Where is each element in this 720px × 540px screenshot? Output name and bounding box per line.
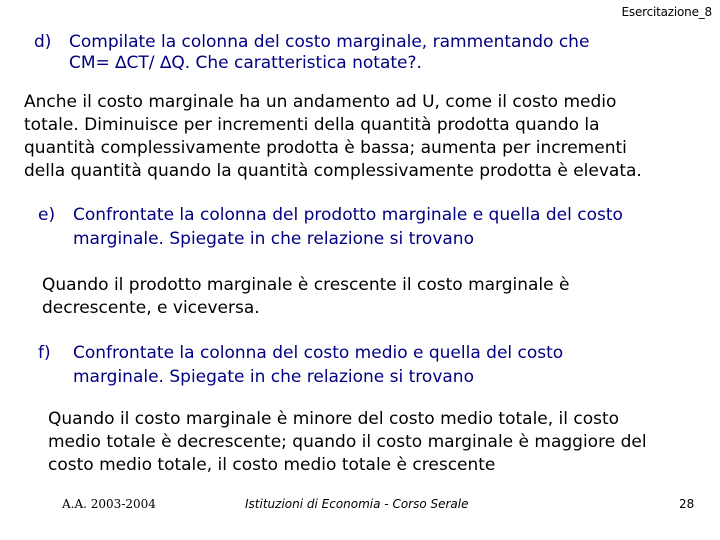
- answer-line: Anche il costo marginale ha un andamento ad U, come il costo medio: [24, 92, 617, 112]
- footer-course-title: Istituzioni di Economia - Corso Serale: [245, 497, 469, 511]
- question-e: [38, 205, 698, 249]
- question-line: marginale. Spiegate in che relazione si trovano: [73, 229, 474, 249]
- answer-e: [42, 274, 702, 320]
- answer-line: decrescente, e viceversa.: [42, 298, 260, 318]
- answer-line: medio totale è decrescente; quando il costo marginale è maggiore del: [48, 432, 647, 452]
- answer-d: [24, 91, 714, 183]
- answer-line: totale. Diminuisce per incrementi della quantità prodotta quando la: [24, 115, 600, 135]
- question-line: Compilate la colonna del costo marginale, rammentando che: [69, 32, 590, 52]
- question-letter: d): [34, 32, 52, 52]
- header-label: Esercitazione_8: [621, 5, 712, 19]
- answer-line: Quando il prodotto marginale è crescente il costo marginale è: [42, 275, 570, 295]
- footer-academic-year: A.A. 2003-2004: [62, 497, 156, 511]
- question-line: Confrontate la colonna del prodotto marginale e quella del costo: [73, 205, 623, 225]
- answer-line: della quantità quando la quantità complessivamente prodotta è elevata.: [24, 161, 642, 181]
- answer-line: quantità complessivamente prodotta è bassa; aumenta per incrementi: [24, 138, 627, 158]
- question-letter: e): [38, 205, 56, 225]
- question-letter: f): [38, 343, 51, 363]
- question-d: [34, 32, 674, 76]
- answer-line: costo medio totale, il costo medio totale è crescente: [48, 455, 496, 475]
- question-line: CM= ∆CT/ ∆Q. Che caratteristica notate?.: [69, 53, 422, 73]
- question-line: Confrontate la colonna del costo medio e quella del costo: [73, 343, 564, 363]
- answer-f: [48, 408, 713, 477]
- page-number: 28: [679, 497, 695, 511]
- question-line: marginale. Spiegate in che relazione si trovano: [73, 367, 474, 387]
- question-f: [38, 343, 698, 387]
- answer-line: Quando il costo marginale è minore del costo medio totale, il costo: [48, 409, 620, 429]
